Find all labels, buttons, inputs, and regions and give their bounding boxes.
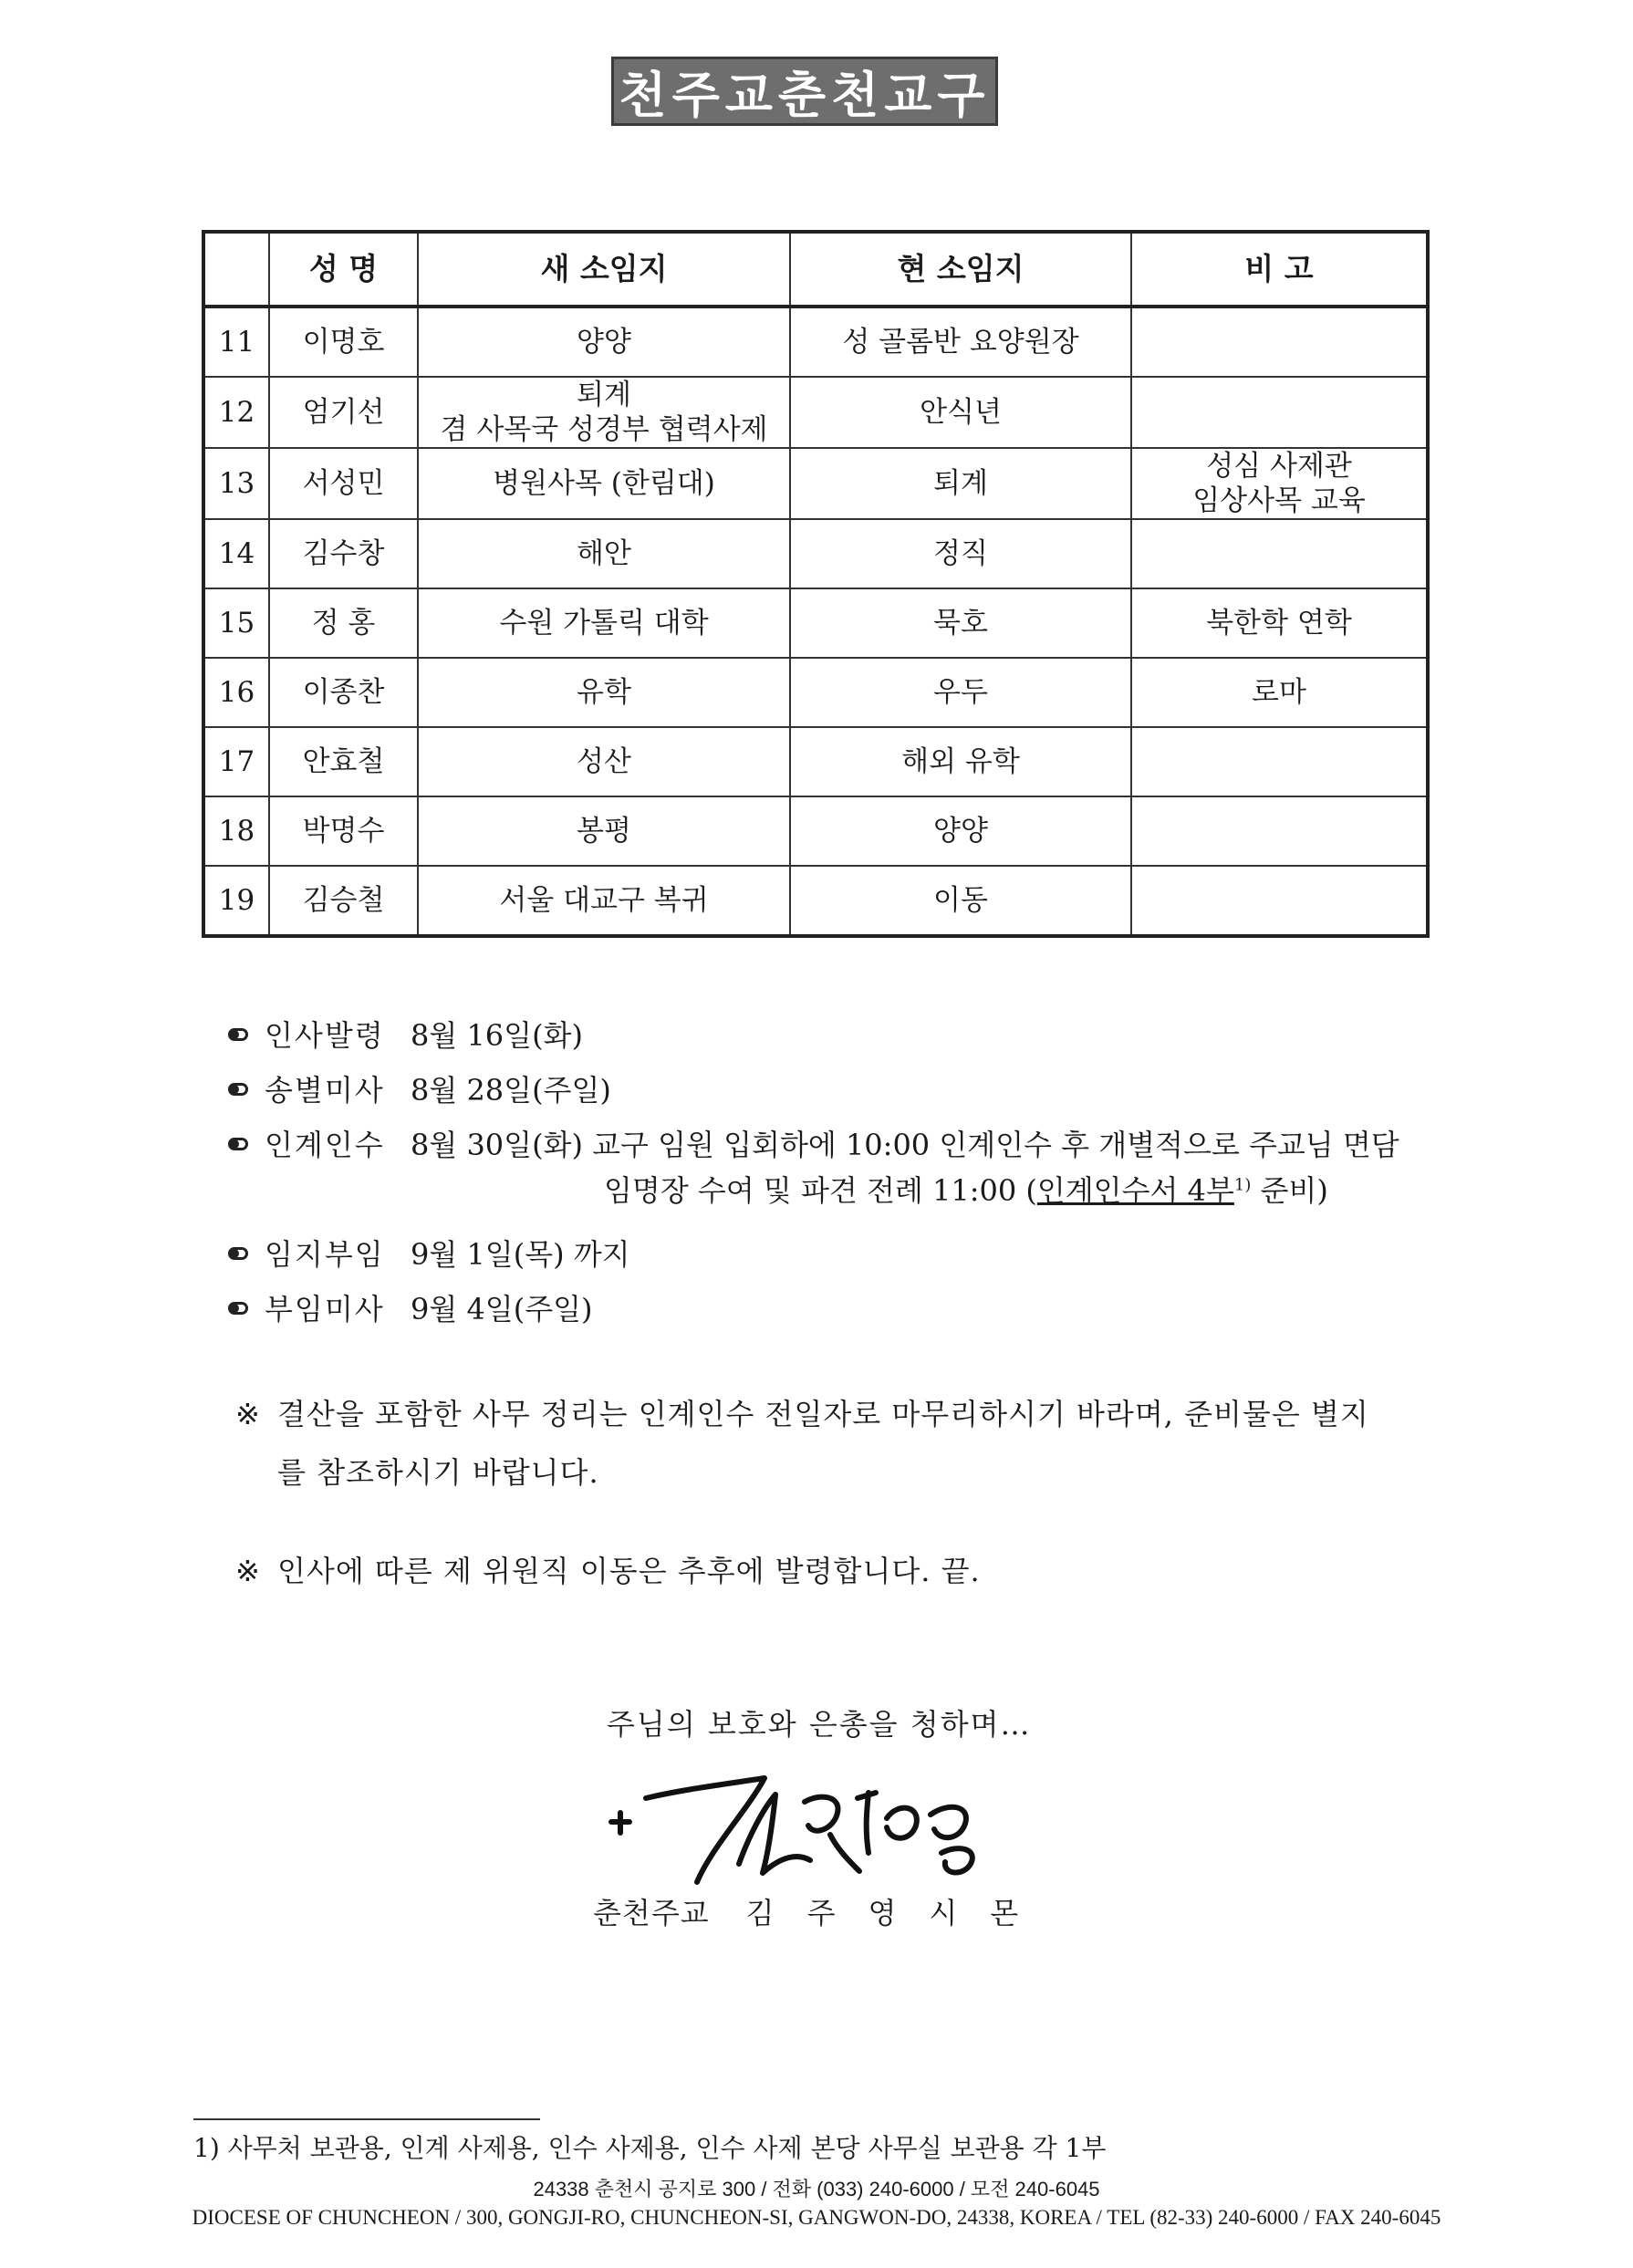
cell-line: 성 골롬반 요양원장: [842, 326, 1079, 359]
reference-mark: ※: [235, 1397, 261, 1431]
bullet-icon: [228, 1302, 248, 1315]
schedule-label: 송별미사: [265, 1073, 385, 1108]
cell-name: 서성민: [269, 448, 418, 519]
cell-no: 19: [203, 866, 269, 936]
cell-line: 양양: [577, 326, 631, 359]
cell-note: [1131, 866, 1428, 936]
cell-note: [1131, 658, 1428, 727]
cell-note: [1131, 377, 1428, 448]
signer-title: 춘천주교: [593, 1896, 710, 1930]
table-body: [203, 307, 1428, 936]
handwritten-signature: [602, 1765, 1022, 1893]
cell-note: [1131, 588, 1428, 658]
cell-no: 18: [203, 796, 269, 866]
cell-line: 우두: [933, 676, 988, 709]
cell-line: 안식년: [920, 396, 1002, 429]
cell-no: 14: [203, 519, 269, 588]
cell-line: 성심 사제관: [1206, 450, 1352, 483]
cell-new-post: [418, 448, 790, 519]
footnote-text: 1) 사무처 보관용, 인계 사제용, 인수 사제용, 인수 사제 본당 사무실 보관용 각 1부: [193, 2133, 1107, 2163]
footnote-divider: [193, 2118, 540, 2120]
cell-name: 안효철: [269, 727, 418, 796]
cell-current-post: [790, 588, 1131, 658]
schedule-value: 8월 30일(화) 교구 임원 입회하에 10:00 인계인수 후 개별적으로 주교님 면담: [411, 1128, 1399, 1162]
cell-current-post: [790, 866, 1131, 936]
cell-line: 임상사목 교육: [1192, 484, 1366, 517]
continuation-underlined: 인계인수서 4부: [1036, 1173, 1234, 1208]
note-line: 결산을 포함한 사무 정리는 인계인수 전일자로 마무리하시기 바라며, 준비물은 별지: [277, 1397, 1369, 1431]
cell-line: 양양: [933, 815, 988, 848]
cell-new-post: [418, 727, 790, 796]
cell-current-post: [790, 307, 1131, 377]
header-name: 성 명: [269, 232, 418, 307]
cell-name: 엄기선: [269, 377, 418, 448]
cell-name: 이명호: [269, 307, 418, 377]
cell-current-post: [790, 377, 1131, 448]
reference-mark: ※: [235, 1554, 261, 1588]
cell-line: 성산: [577, 745, 631, 778]
schedule-label: 부임미사: [265, 1292, 385, 1326]
continuation-suffix: 준비): [1251, 1173, 1328, 1208]
schedule-label: 임지부임: [265, 1237, 385, 1272]
cell-line: 퇴계: [933, 467, 988, 500]
cell-name: 박명수: [269, 796, 418, 866]
cell-line: 서울 대교구 복귀: [499, 884, 709, 917]
continuation-prefix: 임명장 수여 및 파견 전례 11:00 (: [604, 1173, 1037, 1208]
cell-line: 해안: [577, 537, 631, 570]
cell-new-post: [418, 377, 790, 448]
cell-line: 유학: [577, 676, 631, 709]
cell-no: 12: [203, 377, 269, 448]
cell-new-post: [418, 588, 790, 658]
header-note: 비 고: [1131, 232, 1428, 307]
cell-no: 15: [203, 588, 269, 658]
cell-note: [1131, 796, 1428, 866]
table-row: [203, 307, 1428, 377]
table-row: [203, 519, 1428, 588]
header-current-post: 현 소임지: [790, 232, 1131, 307]
table-row: [203, 796, 1428, 866]
cell-line: 북한학 연학: [1206, 607, 1352, 640]
table-row: [203, 377, 1428, 448]
cell-note: [1131, 519, 1428, 588]
cell-new-post: [418, 866, 790, 936]
cell-current-post: [790, 519, 1131, 588]
diocese-logo-header: 천주교춘천교구: [611, 57, 998, 126]
cell-name: 김승철: [269, 866, 418, 936]
cell-name: 이종찬: [269, 658, 418, 727]
schedule-label: 인사발령: [265, 1018, 385, 1053]
cell-no: 13: [203, 448, 269, 519]
schedule-value: 9월 4일(주일): [411, 1292, 593, 1326]
cell-line: 겸 사목국 성경부 협력사제: [440, 413, 768, 446]
schedule-value: 8월 16일(화): [411, 1018, 583, 1053]
cell-name: 정 홍: [269, 588, 418, 658]
schedule-value: 8월 28일(주일): [411, 1073, 611, 1108]
cell-line: 병원사목 (한림대): [493, 467, 715, 500]
schedule-label: 인계인수: [265, 1128, 385, 1162]
cell-line: 묵호: [933, 607, 988, 640]
table-row: [203, 727, 1428, 796]
cell-no: 11: [203, 307, 269, 377]
cell-new-post: [418, 796, 790, 866]
bullet-icon: [228, 1028, 248, 1041]
note-text: [277, 1542, 1500, 1600]
cell-current-post: [790, 727, 1131, 796]
cell-no: 17: [203, 727, 269, 796]
cell-current-post: [790, 658, 1131, 727]
table-row: [203, 658, 1428, 727]
schedule-continuation: [604, 1168, 1328, 1210]
cell-no: 16: [203, 658, 269, 727]
cell-current-post: [790, 796, 1131, 866]
cell-line: 퇴계: [577, 379, 631, 411]
table-row: [203, 448, 1428, 519]
bullet-icon: [228, 1083, 248, 1096]
schedule-value: 9월 1일(목) 까지: [411, 1237, 630, 1272]
note-line: 를 참조하시기 바랍니다.: [277, 1455, 599, 1490]
bullet-icon: [228, 1138, 248, 1150]
cell-name: 김수창: [269, 519, 418, 588]
footer-english-address: DIOCESE OF CHUNCHEON / 300, GONGJI-RO, CHUNCHEON-SI, GANGWON-DO, 24338, KOREA / TEL (82-33) 240-6000 / FAX 240-6045: [192, 2206, 1441, 2229]
cell-new-post: [418, 658, 790, 727]
cell-note: [1131, 307, 1428, 377]
closing-blessing: 주님의 보호와 은총을 청하며…: [607, 1707, 1032, 1742]
appointment-table: [202, 230, 1430, 938]
cell-current-post: [790, 448, 1131, 519]
note-line: 인사에 따른 제 위원직 이동은 추후에 발령합니다. 끝.: [277, 1554, 981, 1588]
cell-line: 정직: [933, 537, 988, 570]
footnote-ref: 1): [1233, 1175, 1252, 1195]
table-header-row: [203, 232, 1428, 307]
bullet-icon: [228, 1247, 248, 1260]
cell-line: 로마: [1252, 676, 1306, 709]
header-new-post: 새 소임지: [418, 232, 790, 307]
cell-new-post: [418, 307, 790, 377]
footer-korean-address: 24338 춘천시 공지로 300 / 전화 (033) 240-6000 / 모전 240-6045: [533, 2178, 1100, 2200]
cell-line: 이동: [933, 884, 988, 917]
header-no: [203, 232, 269, 307]
signer-name: 김주영시몬: [745, 1896, 1052, 1930]
table-row: [203, 866, 1428, 936]
table-row: [203, 588, 1428, 658]
cell-line: 봉평: [577, 815, 631, 848]
cell-line: 수원 가톨릭 대학: [499, 607, 709, 640]
cell-note: [1131, 448, 1428, 519]
cell-note: [1131, 727, 1428, 796]
note-text: [277, 1385, 1500, 1502]
signer-line: [593, 1890, 1051, 1932]
cell-line: 해외 유학: [901, 745, 1020, 778]
cell-new-post: [418, 519, 790, 588]
